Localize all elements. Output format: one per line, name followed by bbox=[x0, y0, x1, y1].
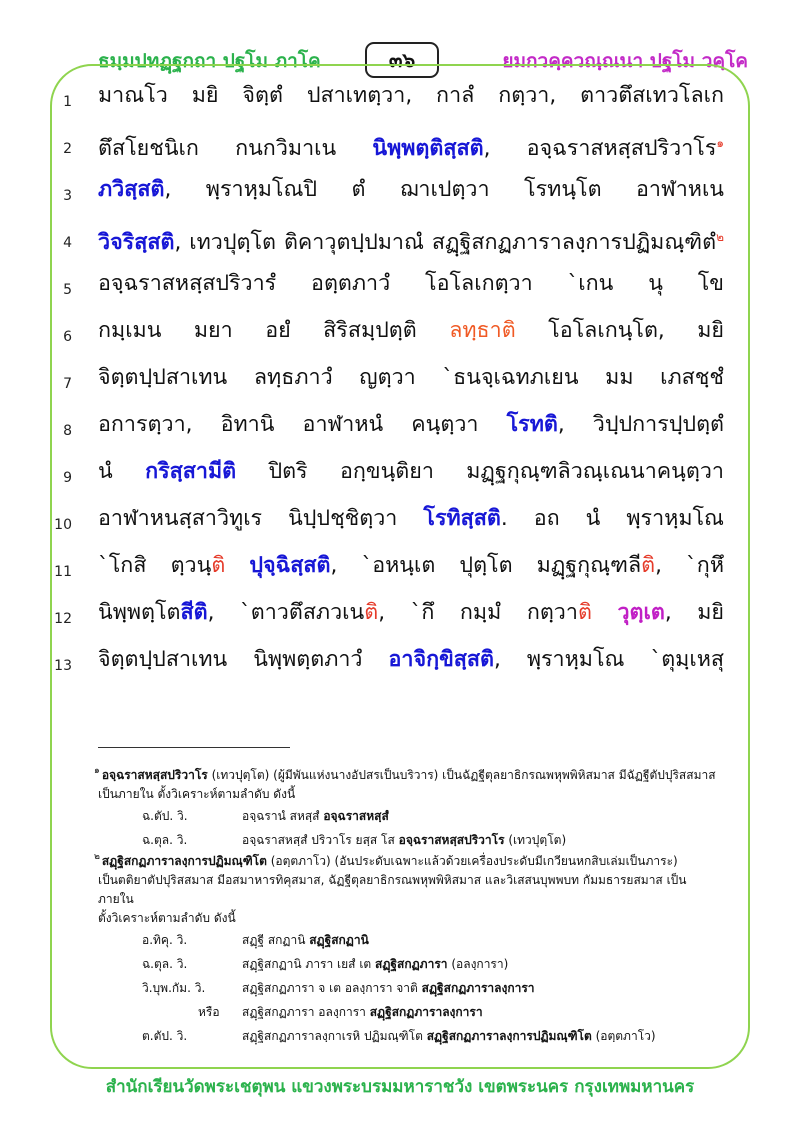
line-text bbox=[98, 409, 724, 441]
line-number: 1 bbox=[63, 94, 72, 110]
derivation-row bbox=[98, 1000, 718, 1024]
derivation-result: สฏฺฐิสกฏภารา bbox=[375, 957, 448, 971]
text-span: นิพฺพตฺโต bbox=[98, 600, 181, 625]
derivation-result: อจฺฉราสหสฺสปริวาโร bbox=[398, 833, 505, 847]
text-span: , พฺราหฺมโณปิ ตํ ฌาเปตฺวา โรทนฺโต อาฬาหเน bbox=[164, 177, 724, 202]
footnotes bbox=[94, 766, 718, 1048]
page-footer: สำนักเรียนวัดพระเชตุพน แขวงพระบรมมหาราชวัง เขตพระนคร กรุงเทพมหานคร bbox=[105, 1077, 695, 1097]
text-span: จิตฺตปฺปสาเทน ลทฺธภาวํ ญตฺวา `ธนจฺเฉทภเยน มม เภสชฺชํ bbox=[98, 365, 724, 390]
text-span: , เทวปุตฺโต ติคาวุตปฺปมาณํ สฏฺฐิสกฏภาราลงฺการปฏิมณฺฑิตํ bbox=[174, 230, 717, 256]
derivation-span: สฏฺฐิสกฏภารา อลงฺการา bbox=[242, 1005, 370, 1019]
text-span: . อถ นํ พฺราหฺมโณ bbox=[500, 506, 724, 531]
derivation-row bbox=[98, 804, 718, 828]
text-span bbox=[592, 600, 618, 625]
line-number: 9 bbox=[63, 470, 72, 486]
derivation-span: สฏฺฐิสกฏภารา จ เต อลงฺการา จาติ bbox=[242, 981, 422, 995]
line-number: 13 bbox=[54, 658, 72, 674]
derivation-row bbox=[98, 1024, 718, 1048]
text-line bbox=[0, 127, 800, 167]
text-span: , `กุหึ bbox=[655, 553, 724, 578]
chapter-title: ยมกวคฺควณฺณนา ปฐโม วคฺโค bbox=[502, 50, 748, 72]
page-number: ๓๖ bbox=[365, 42, 439, 78]
text-line bbox=[0, 362, 800, 402]
footnote-2 bbox=[94, 852, 718, 871]
derivation-span: สฏฺฐิสกฏภาราลงฺกาเรหิ ปฏิมณฺฑิโต bbox=[242, 1029, 427, 1043]
line-number: 4 bbox=[63, 235, 72, 251]
line-text bbox=[98, 80, 724, 112]
line-number: 2 bbox=[63, 141, 72, 157]
text-span: โอโลเกนฺโต, มยิ bbox=[515, 318, 725, 343]
text-span: มาณโว มยิ จิตฺตํ ปสาเทตฺวา, กาลํ กตฺวา, ตาวตึสเทวโลเก bbox=[98, 83, 724, 108]
iti-particle: ติ bbox=[641, 553, 656, 578]
derivation-result: สฏฺฐิสกฏภาราลงฺการา bbox=[421, 981, 535, 995]
text-span: กมฺเมน มยา อยํ สิริสมฺปตฺติ bbox=[98, 318, 450, 343]
derivation-span: (อลงฺการา) bbox=[447, 957, 509, 971]
line-number: 11 bbox=[54, 564, 72, 580]
derivation-label: ฉ.ตัป. วิ. bbox=[142, 809, 188, 823]
derivation-span: อจฺฉราสหสฺสํ ปริวาโร ยสฺส โส bbox=[242, 833, 399, 847]
derivation-label: หรือ bbox=[198, 1005, 220, 1019]
iti-particle: ติ bbox=[577, 600, 592, 625]
line-number: 10 bbox=[54, 517, 72, 533]
line-text bbox=[98, 268, 724, 300]
line-number: 8 bbox=[63, 423, 72, 439]
derivation-text bbox=[242, 955, 508, 974]
footnote-2-cont: เป็นตติยาตัปปุริสสมาส มีอสมาหารทิคุสมาส, ฉัฏฐีตุลยาธิกรณพหุพพิหิสมาส และวิเสสนบุพพบท กัมมธารยสมาส เป็นภายใน bbox=[98, 873, 687, 906]
text-span: , `กึ กมฺมํ กตฺวา bbox=[378, 600, 578, 625]
derivation-row bbox=[98, 952, 718, 976]
text-line bbox=[0, 409, 800, 449]
derivation-row bbox=[98, 928, 718, 952]
text-line bbox=[0, 597, 800, 637]
line-number: 3 bbox=[63, 188, 72, 204]
footnote-divider bbox=[98, 747, 290, 748]
highlight-word: วุตฺเต bbox=[617, 600, 665, 625]
highlight-verb: ภวิสฺสติ bbox=[98, 177, 165, 202]
line-text bbox=[98, 127, 724, 165]
derivation-result: อจฺฉราสหสฺสํ bbox=[323, 809, 389, 823]
text-span: , วิปฺปการปฺปตฺตํ bbox=[557, 412, 724, 437]
footnote-1 bbox=[94, 766, 718, 785]
iti-particle: ติ bbox=[211, 553, 226, 578]
highlight-verb: โรทติ bbox=[506, 412, 558, 437]
line-text bbox=[98, 550, 724, 582]
footnote-text: (อตฺตภาโว) (อันประดับเฉพาะแล้วด้วยเครื่องประดับมีเกวียนหกสิบเล่มเป็นภาระ) bbox=[266, 854, 678, 868]
derivation-label: ฉ.ตุล. วิ. bbox=[142, 833, 188, 847]
text-span: , `ตาวตึสภวเน bbox=[207, 600, 365, 625]
derivation-label: ต.ตัป. วิ. bbox=[142, 1029, 188, 1043]
footnote-ref[interactable]: ๑ bbox=[716, 136, 724, 150]
line-text bbox=[98, 456, 724, 488]
footnote-text: (เทวปุตฺโต) (ผู้มีพันแห่งนางอัปสรเป็นบริวาร) เป็นฉัฏฐีตุลยาธิกรณพหุพพิหิสมาส มีฉัฏฐีตัปปุริสสมาส bbox=[207, 768, 716, 782]
highlight-verb: โรทิสฺสติ bbox=[423, 506, 501, 531]
footnote-marker: ๒ bbox=[94, 852, 100, 862]
footnote-2-cont: ตั้งวิเคราะห์ตามลำดับ ดังนี้ bbox=[98, 911, 236, 925]
derivation-label: ฉ.ตุล. วิ. bbox=[142, 957, 188, 971]
line-text bbox=[98, 221, 724, 259]
line-text bbox=[98, 597, 724, 629]
line-text bbox=[98, 644, 724, 676]
derivation-text bbox=[242, 831, 566, 850]
derivation-text bbox=[242, 807, 389, 826]
text-line bbox=[0, 644, 800, 684]
text-span: , `อหนฺเต ปุตฺโต มฏฺฐกุณฺฑลี bbox=[330, 553, 642, 578]
text-span: อาฬาหนสฺสาวิทูเร นิปฺปชฺชิตฺวา bbox=[98, 506, 424, 531]
text-line bbox=[0, 221, 800, 261]
derivation-row bbox=[98, 828, 718, 852]
text-span bbox=[225, 553, 249, 578]
line-text bbox=[98, 174, 724, 206]
derivation-span: (อตฺตภาโว) bbox=[591, 1029, 656, 1043]
line-number: 5 bbox=[63, 282, 72, 298]
derivation-result: สฏฺฐิสกฏภาราลงฺการปฏิมณฺฑิโต bbox=[426, 1029, 592, 1043]
footnote-marker: ๑ bbox=[94, 766, 100, 776]
iti-particle: ติ bbox=[364, 600, 379, 625]
text-line bbox=[0, 268, 800, 308]
derivation-result: สฏฺฐิสกฏานิ bbox=[309, 933, 369, 947]
text-span: , อจฺฉราสหสฺสปริวาโร bbox=[483, 136, 717, 162]
line-number: 7 bbox=[63, 376, 72, 392]
text-line bbox=[0, 456, 800, 496]
text-span: อการตฺวา, อิทานิ อาฬาหนํ คนฺตฺวา bbox=[98, 412, 507, 437]
derivation-span: (เทวปุตฺโต) bbox=[504, 833, 567, 847]
highlight-verb: ปุจฺฉิสฺสติ bbox=[249, 553, 331, 578]
highlight-verb: กริสฺสามีติ bbox=[145, 459, 237, 484]
highlight-verb: วิจริสฺสติ bbox=[98, 230, 175, 256]
derivation-label: อ.ทิคุ. วิ. bbox=[142, 933, 188, 947]
text-span: ตฺวนฺ bbox=[146, 553, 212, 578]
text-line bbox=[0, 315, 800, 355]
text-span: อจฺฉราสหสฺสปริวารํ อตฺตภาวํ โอโลเกตฺวา `เกน นุ โข bbox=[98, 271, 724, 296]
text-span: `โกสิ bbox=[98, 553, 147, 578]
footnote-ref[interactable]: ๒ bbox=[716, 230, 724, 244]
text-line bbox=[0, 80, 800, 120]
derivation-text bbox=[242, 979, 535, 998]
derivation-label: วิ.บุพ.กัม. วิ. bbox=[142, 981, 206, 995]
derivation-span: สฏฺฐิสกฏานิ ภารา เยสํ เต bbox=[242, 957, 376, 971]
derivation-text bbox=[242, 1027, 656, 1046]
text-line bbox=[0, 550, 800, 590]
derivation-text bbox=[242, 931, 369, 950]
footnote-1-cont: เป็นภายใน ตั้งวิเคราะห์ตามลำดับ ดังนี้ bbox=[98, 787, 296, 801]
derivation-result: สฏฺฐิสกฏภาราลงฺการา bbox=[369, 1005, 483, 1019]
text-span: ปิตริ อกฺขนฺติยา มฏฺฐกุณฺฑลิวณฺเณนาคนฺตฺวา bbox=[236, 459, 724, 484]
line-text bbox=[98, 362, 724, 394]
text-span: ตึสโยชนิเก กนกวิมาเน bbox=[98, 136, 373, 162]
line-text bbox=[98, 503, 724, 535]
text-line bbox=[0, 174, 800, 214]
footnote-term: อจฺฉราสหสฺสปริวาโร bbox=[101, 768, 208, 782]
text-line bbox=[0, 503, 800, 543]
highlight-verb: อาจิกฺขิสฺสติ bbox=[388, 647, 495, 672]
line-text bbox=[98, 315, 724, 347]
text-span: , พฺราหฺมโณ `ตุมฺเหสุ bbox=[494, 647, 724, 672]
derivation-text bbox=[242, 1003, 483, 1022]
text-span: , มยิ bbox=[664, 600, 724, 625]
text-span: นํ bbox=[98, 459, 146, 484]
line-number: 12 bbox=[54, 611, 72, 627]
highlight-verb: สีติ bbox=[180, 600, 208, 625]
highlight-word: ลทฺธาติ bbox=[449, 318, 516, 343]
derivation-row bbox=[98, 976, 718, 1000]
derivation-span: สฏฺฐี สกฏานิ bbox=[242, 933, 310, 947]
text-span: จิตฺตปฺปสาเทน นิพฺพตฺตภาวํ bbox=[98, 647, 389, 672]
footnote-term: สฏฺฐิสกฏภาราลงฺการปฏิมณฺฑิโต bbox=[101, 854, 267, 868]
line-number: 6 bbox=[63, 329, 72, 345]
highlight-verb: นิพฺพตฺติสฺสติ bbox=[372, 136, 484, 162]
book-title: ธมฺมปทฏฺฐกถา ปฐโม ภาโค bbox=[98, 50, 321, 72]
derivation-span: อจฺฉรานํ สหสฺสํ bbox=[242, 809, 324, 823]
